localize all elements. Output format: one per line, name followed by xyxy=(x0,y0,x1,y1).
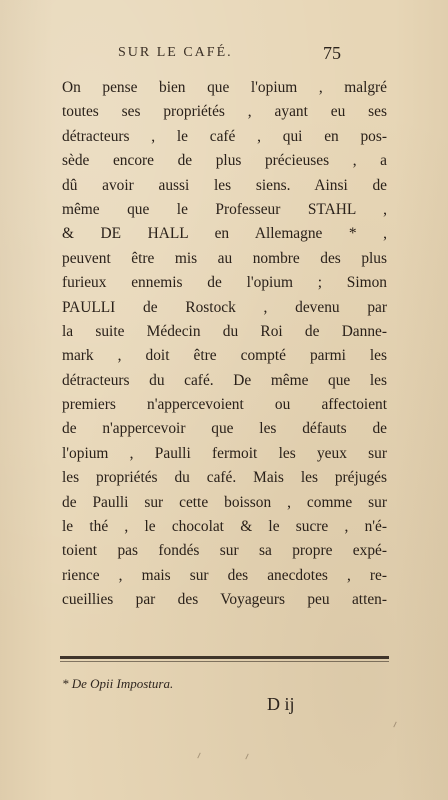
page-number: 75 xyxy=(323,43,341,63)
text-line: cueillies par des Voyageurs peu atten- xyxy=(62,591,387,609)
running-head: SUR LE CAFÉ. xyxy=(118,45,233,60)
text-line: rience , mais sur des anecdotes , re- xyxy=(62,566,387,584)
text-line: même que le Professeur STAHL , xyxy=(62,200,387,218)
page-header xyxy=(0,45,448,69)
footnote-separator-rule xyxy=(60,656,389,659)
footnote-separator-rule-thin xyxy=(60,661,389,662)
paper-fleck xyxy=(393,722,396,728)
text-line: premiers n'appercevoient ou affectoient xyxy=(62,396,387,414)
body-text xyxy=(62,76,387,613)
text-line: On pense bien que l'opium , malgré xyxy=(62,79,387,96)
text-line: sède encore de plus précieuses , a xyxy=(62,152,387,170)
text-line: toutes ses propriétés , ayant eu ses xyxy=(62,103,387,121)
text-line: de Paulli sur cette boisson , comme sur xyxy=(62,493,387,511)
text-line: la suite Médecin du Roi de Danne- xyxy=(62,322,387,340)
paper-fleck xyxy=(245,754,248,760)
text-line: détracteurs du café. De même que les xyxy=(62,371,387,389)
text-line: peuvent être mis au nombre des plus xyxy=(62,249,387,267)
text-line: toient pas fondés sur sa propre expé- xyxy=(62,542,387,560)
signature-mark: D ij xyxy=(267,694,295,714)
text-line: de n'appercevoir que les défauts de xyxy=(62,420,387,438)
text-line: l'opium , Paulli fermoit les yeux sur xyxy=(62,444,387,462)
text-line: PAULLI de Rostock , devenu par xyxy=(62,298,387,316)
footnote: * De Opii Impostura. xyxy=(62,676,174,691)
paper-fleck xyxy=(197,753,200,759)
text-line: furieux ennemis de l'opium ; Simon xyxy=(62,274,387,292)
text-line: le thé , le chocolat & le sucre , n'é- xyxy=(62,518,387,536)
text-line: & DE HALL en Allemagne * , xyxy=(62,225,387,243)
text-line: dû avoir aussi les siens. Ainsi de xyxy=(62,176,387,194)
text-line: détracteurs , le café , qui en pos- xyxy=(62,127,387,145)
text-line: mark , doit être compté parmi les xyxy=(62,347,387,365)
text-line: les propriétés du café. Mais les préjugés xyxy=(62,469,387,487)
